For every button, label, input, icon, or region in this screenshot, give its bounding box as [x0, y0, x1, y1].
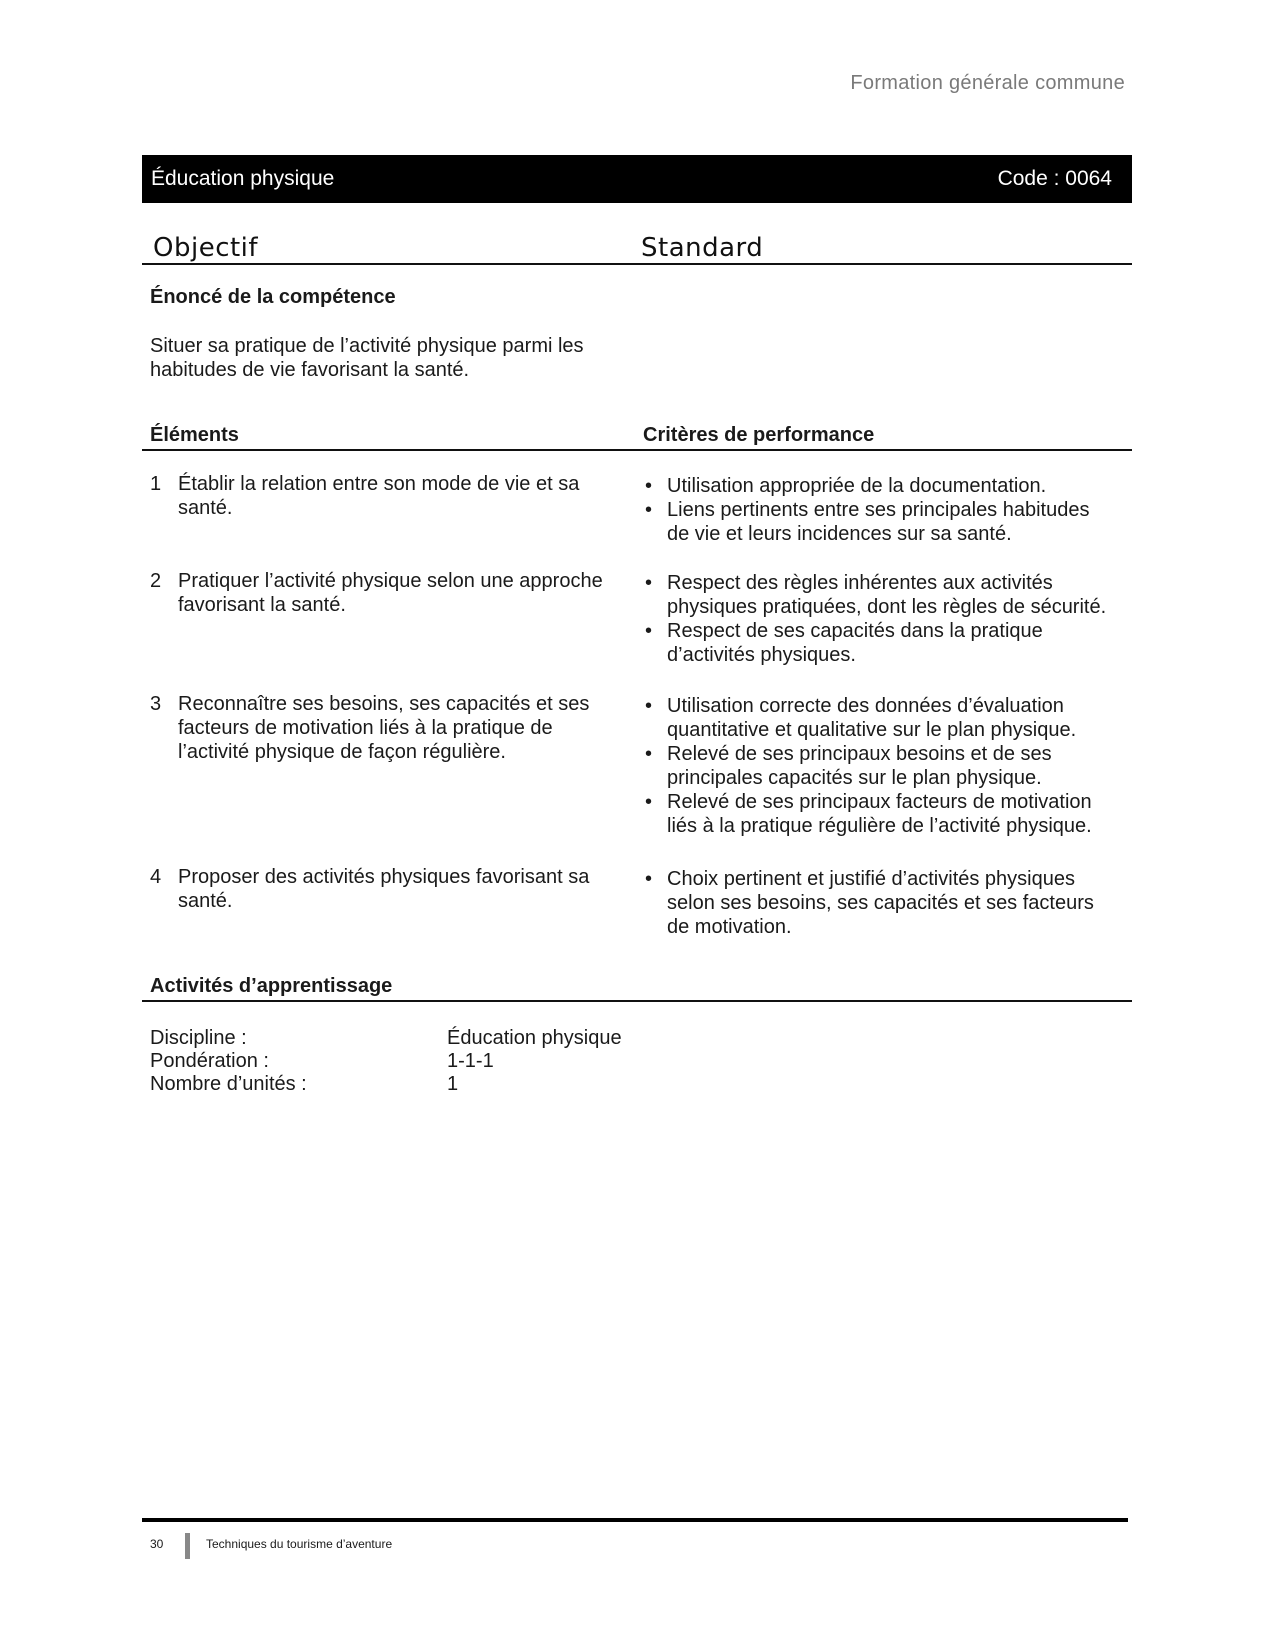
field-label: Pondération :	[150, 1050, 269, 1072]
criterion-line: • Liens pertinents entre ses principales habitudes	[667, 499, 1090, 521]
competence-statement	[150, 334, 584, 382]
elements-heading: Éléments	[150, 424, 239, 446]
criterion-item	[643, 474, 1133, 498]
criterion-item	[643, 694, 1133, 742]
footer-title: Techniques du tourisme d’aventure	[206, 1537, 393, 1551]
header-rule	[142, 263, 1132, 265]
field-value: 1	[447, 1073, 459, 1095]
element-number: 3	[150, 693, 162, 715]
activities-heading: Activités d’apprentissage	[150, 975, 393, 997]
element-line: santé.	[178, 497, 233, 519]
criterion-line: • Choix pertinent et justifié d’activités physiques	[667, 868, 1075, 890]
criteria-list-4	[643, 867, 1133, 939]
criterion-line: physiques pratiquées, dont les règles de sécurité.	[667, 596, 1107, 618]
field-value: 1-1-1	[447, 1050, 494, 1072]
criterion-line: principales capacités sur le plan physique.	[667, 767, 1042, 789]
competence-line: Situer sa pratique de l’activité physique parmi les	[150, 335, 584, 357]
criterion-item	[643, 571, 1133, 619]
criterion-line: quantitative et qualitative sur le plan physique.	[667, 719, 1077, 741]
standard-header: Standard	[641, 233, 764, 263]
element-number: 1	[150, 473, 162, 495]
element-line: Reconnaître ses besoins, ses capacités et ses	[178, 693, 590, 715]
criterion-item	[643, 790, 1133, 838]
objectif-header: Objectif	[153, 233, 259, 263]
criterion-line: de vie et leurs incidences sur sa santé.	[667, 523, 1012, 545]
competence-line: habitudes de vie favorisant la santé.	[150, 359, 470, 381]
activities-fields	[150, 1027, 622, 1096]
course-title-bar	[142, 155, 1132, 203]
running-head: Formation générale commune	[850, 72, 1125, 94]
element-line: Pratiquer l’activité physique selon une approche	[178, 570, 603, 592]
criterion-line: liés à la pratique régulière de l’activité physique.	[667, 815, 1092, 837]
footer-rule	[142, 1518, 1128, 1522]
element-row-3	[150, 692, 630, 764]
element-line: Proposer des activités physiques favorisant sa	[178, 866, 590, 888]
course-title: Éducation physique	[151, 167, 335, 190]
field-row-ponderation	[150, 1050, 622, 1073]
criterion-item	[643, 619, 1133, 667]
field-label: Discipline :	[150, 1027, 247, 1049]
element-number: 4	[150, 866, 162, 888]
element-row-4	[150, 865, 630, 913]
element-row-1	[150, 472, 630, 520]
element-line: facteurs de motivation liés à la pratique de	[178, 717, 553, 739]
criterion-line: selon ses besoins, ses capacités et ses facteurs	[667, 892, 1094, 914]
footer-divider	[185, 1533, 190, 1559]
criterion-line: d’activités physiques.	[667, 644, 856, 666]
element-line: Établir la relation entre son mode de vie et sa	[178, 473, 580, 495]
page-number: 30	[150, 1537, 164, 1551]
element-line: l’activité physique de façon régulière.	[178, 741, 506, 763]
criteria-heading: Critères de performance	[643, 424, 875, 446]
field-value: Éducation physique	[447, 1027, 622, 1049]
element-line: favorisant la santé.	[178, 594, 346, 616]
criterion-line: de motivation.	[667, 916, 792, 938]
element-row-2	[150, 569, 630, 617]
criterion-line: • Relevé de ses principaux besoins et de ses	[667, 743, 1052, 765]
criteria-list-3	[643, 694, 1133, 838]
course-code: Code : 0064	[997, 167, 1112, 190]
criteria-list-1	[643, 474, 1133, 546]
table-header-rule	[142, 449, 1132, 451]
criterion-line: • Respect de ses capacités dans la pratique	[667, 620, 1043, 642]
competence-heading: Énoncé de la compétence	[150, 286, 396, 308]
criterion-item	[643, 867, 1133, 939]
element-line: santé.	[178, 890, 233, 912]
criterion-line: • Utilisation appropriée de la documentation.	[667, 475, 1047, 497]
criterion-item	[643, 498, 1133, 546]
criterion-item	[643, 742, 1133, 790]
activities-rule	[142, 1000, 1132, 1002]
criteria-list-2	[643, 571, 1133, 667]
criterion-line: • Utilisation correcte des données d’évaluation	[667, 695, 1064, 717]
field-label: Nombre d’unités :	[150, 1073, 307, 1095]
criterion-line: • Respect des règles inhérentes aux activités	[667, 572, 1053, 594]
element-number: 2	[150, 570, 162, 592]
field-row-unites	[150, 1073, 622, 1096]
criterion-line: • Relevé de ses principaux facteurs de motivation	[667, 791, 1092, 813]
field-row-discipline	[150, 1027, 622, 1050]
